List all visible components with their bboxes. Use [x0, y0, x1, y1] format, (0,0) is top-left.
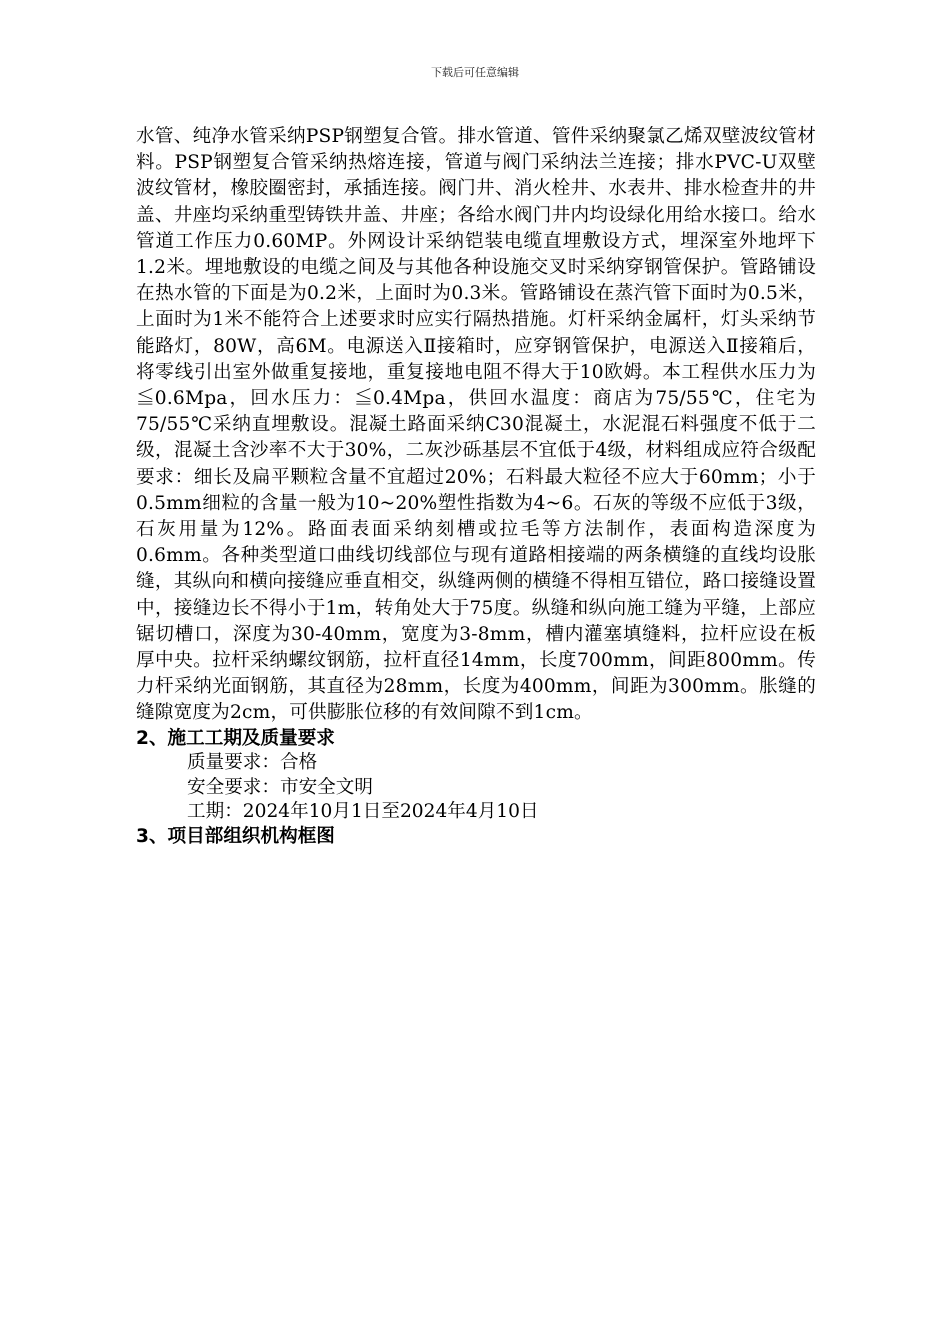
- section-heading-org-chart: 3、项目部组织机构框图: [136, 825, 335, 847]
- safety-requirement: 安全要求：市安全文明: [187, 776, 373, 798]
- document-body: [136, 124, 816, 849]
- body-paragraph: 水管、纯净水管采纳PSP钢塑复合管。排水管道、管件采纳聚氯乙烯双壁波纹管材料。PSP钢塑复合管采纳热熔连接，管道与阀门采纳法兰连接；排水PVC-U双壁波纹管材，橡胶圈密封，承插连接。阀门井、消火栓井、水表井、排水检查井的井盖、井座均采纳重型铸铁井盖、井座；各给水阀门井内均设绿化用给水接口。给水管道工作压力0.60MP。外网设计采纳铠装电缆直埋敷设方式，埋深室外地坪下1.2米。埋地敷设的电缆之间及与其他各种设施交叉时采纳穿钢管保护。管路铺设在热水管的下面是为0.2米，上面时为0.3米。管路铺设在蒸汽管下面时为0.5米，上面时为1米不能符合上述要求时应实行隔热措施。灯杆采纳金属杆，灯头采纳节能路灯，80W，高6M。电源送入Ⅱ接箱时，应穿钢管保护，电源送入Ⅱ接箱后，将零线引出室外做重复接地，重复接地电阻不得大于10欧姆。本工程供水压力为≦0.6Mpa，回水压力：≦0.4Mpa，供回水温度：商店为75/55℃，住宅为75/55℃采纳直埋敷设。混凝土路面采纳C30混凝土，水泥混石料强度不低于二级，混凝土含沙率不大于30%，二灰沙砾基层不宜低于4级，材料组成应符合级配要求：细长及扁平颗粒含量不宜超过20%；石料最大粒径不应大于60mm；小于0.5mm细粒的含量一般为10~20%塑性指数为4~6。石灰的等级不应低于3级，石灰用量为12%。路面表面采纳刻槽或拉毛等方法制作，表面构造深度为0.6mm。各种类型道口曲线切线部位与现有道路相接端的两条横缝的直线均设胀缝，其纵向和横向接缝应垂直相交，纵缝两侧的横缝不得相互错位，路口接缝设置中，接缝边长不得小于1m，转角处大于75度。纵缝和纵向施工缝为平缝，上部应锯切槽口，深度为30-40mm，宽度为3-8mm，槽内灌塞填缝料，拉杆应设在板厚中央。拉杆采纳螺纹钢筋，拉杆直径14mm，长度700mm，间距800mm。传力杆采纳光面钢筋，其直径为28mm，长度为400mm，间距为300mm。胀缝的缝隙宽度为2cm，可供膨胀位移的有效间隙不到1cm。: [136, 126, 816, 724]
- quality-requirement: 质量要求：合格: [187, 752, 318, 774]
- construction-schedule: 工期：2024年10月1日至2024年4月10日: [187, 801, 539, 823]
- section-heading-schedule-quality: 2、施工工期及质量要求: [136, 727, 335, 749]
- page-header-note: 下载后可任意编辑: [431, 66, 519, 79]
